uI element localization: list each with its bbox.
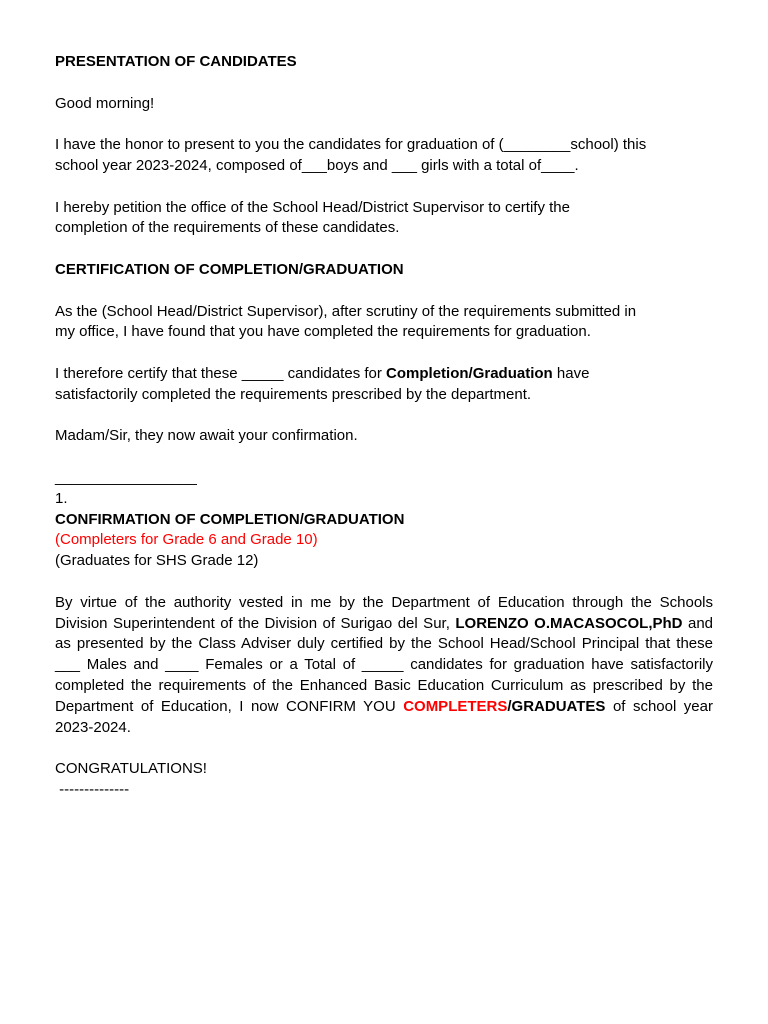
scrutiny-line-1: As the (School Head/District Supervisor), after scrutiny of the requirements submitted in: [55, 302, 637, 320]
confirmation-body: [55, 593, 713, 739]
body-part-3: of school year 2023-2024.: [55, 697, 713, 736]
graduates-word: /GRADUATES: [507, 697, 606, 715]
certification-heading: CERTIFICATION OF COMPLETION/GRADUATION: [55, 260, 404, 278]
honor-paragraph: [55, 135, 713, 177]
petition-line-2: completion of the requirements of these candidates.: [55, 219, 400, 237]
certify-bold-term: Completion/Graduation: [386, 364, 553, 382]
greeting: Good morning!: [55, 94, 155, 112]
body-part-1: By virtue of the authority vested in me by the Department of Education through the Schools Division Superintendent of the Division of Surigao del Sur,: [55, 593, 713, 632]
await-confirmation: Madam/Sir, they now await your confirmation.: [55, 427, 358, 445]
scrutiny-paragraph: [55, 302, 713, 344]
body-part-2: and as presented by the Class Adviser duly certified by the School Head/School Principal that these ___ Males and ____ Females or a Total of _____ candidates for graduation have satisfactorily completed the requirements of the Enhanced Basic Education Curriculum as prescribed by the Department of Education, I now CONFIRM YOU: [55, 614, 714, 715]
congratulations: CONGRATULATIONS!: [55, 760, 207, 778]
presentation-heading: PRESENTATION OF CANDIDATES: [55, 53, 297, 70]
scrutiny-line-2: my office, I have found that you have completed the requirements for graduation.: [55, 323, 591, 341]
document-page: [55, 52, 713, 801]
certify-prefix: I therefore certify that these _____ candidates for: [55, 364, 387, 382]
confirmation-block: [55, 489, 713, 572]
honor-line-2: school year 2023-2024, composed of___boys and ___ girls with a total of____.: [55, 156, 579, 174]
closing-block: [55, 759, 713, 801]
signature-line: _________________: [55, 468, 197, 486]
petition-paragraph: [55, 198, 713, 240]
completers-note: (Completers for Grade 6 and Grade 10): [55, 531, 318, 549]
graduates-note: (Graduates for SHS Grade 12): [55, 552, 259, 570]
confirmation-heading: CONFIRMATION OF COMPLETION/GRADUATION: [55, 510, 405, 528]
certify-line-1: [55, 364, 713, 385]
petition-line-1: I hereby petition the office of the School Head/District Supervisor to certify the: [55, 198, 570, 216]
certify-suffix: have: [552, 364, 590, 382]
confirmation-number: 1.: [55, 489, 68, 507]
certify-line-2: satisfactorily completed the requirements prescribed by the department.: [55, 385, 532, 403]
certify-paragraph: [55, 364, 713, 406]
honor-line-1: I have the honor to present to you the candidates for graduation of (________school) this: [55, 136, 647, 154]
superintendent-name: LORENZO O.MACASOCOL,PhD: [455, 614, 683, 632]
closing-dashes: --------------: [55, 780, 130, 798]
completers-word: COMPLETERS: [403, 697, 508, 715]
